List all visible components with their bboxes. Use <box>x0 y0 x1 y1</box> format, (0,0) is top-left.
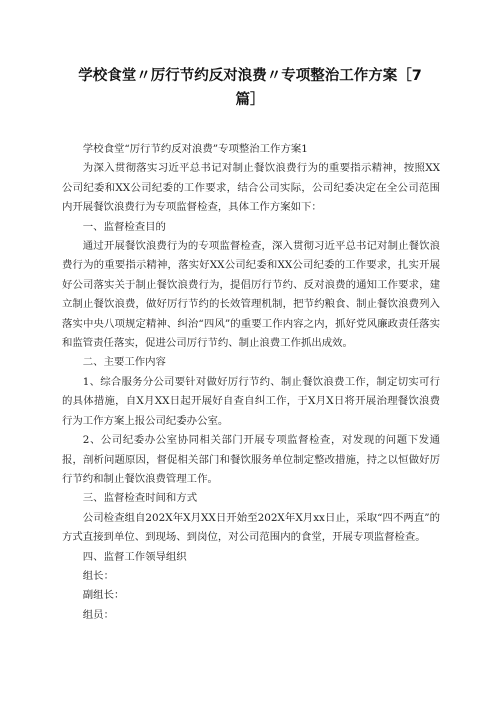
section-heading: 四、监督工作领导组织 <box>82 550 187 563</box>
section-heading: 三、监督检查时间和方式 <box>82 492 198 505</box>
body-paragraph: 公司检查组自202X年X月XX日开始至202X年X月xx日止，采取“四不两直”的方式直接到单位、到现场、到岗位，对公司范围内的食堂，开展专项监督检查。 <box>62 511 440 544</box>
list-item: 组长： <box>82 569 114 582</box>
document-title: 学校食堂〃厉行节约反对浪费〃专项整治工作方案［7篇］ <box>78 68 422 108</box>
section-heading: 二、主要工作内容 <box>82 356 166 369</box>
body-paragraph: 2、公司纪委办公室协同相关部门开展专项监督检查，对发现的问题下发通报，剖析问题原因，督促相关部门和餐饮服务单位制定整改措施，持之以恒做好厉行节约和制止餐饮浪费管理工作。 <box>62 434 440 485</box>
list-item: 组员： <box>82 608 114 621</box>
list-item: 副组长： <box>82 589 125 602</box>
subtitle-paragraph: 学校食堂“厉行节约反对浪费”专项整治工作方案1 <box>82 143 308 155</box>
section-heading: 一、监督检查目的 <box>82 220 166 233</box>
body-paragraph: 通过开展餐饮浪费行为的专项监督检查，深入贯彻习近平总书记对制止餐饮浪费行为的重要指示精神，落实好XX公司纪委和XX公司纪委的工作要求，扎实开展好公司落实关于制止餐饮浪费行为，提倡厉行节约、反对浪费的通知工作要求，建立制止餐饮浪费，做好厉行节约的长效管理机制，把节约粮食、制止餐饮浪费列入落实中央八项规定精神、纠治“四风”的重要工作内容之内，抓好党风廉政责任落实和监管责任落实，促进公司厉行节约、制止浪费工作抓出成效。 <box>62 240 440 350</box>
document-body <box>62 140 440 625</box>
body-paragraph: 为深入贯彻落实习近平总书记对制止餐饮浪费行为的重要指示精神，按照XX公司纪委和XX公司纪委的工作要求，结合公司实际，公司纪委决定在全公司范围内开展餐饮浪费行为专项监督检查，具体工作方案如下： <box>62 162 440 214</box>
body-paragraph: 1、综合服务分公司要针对做好厉行节约、制止餐饮浪费工作，制定切实可行的具体措施，自X月XX日起开展好自查自纠工作，于X月X日将开展治理餐饮浪费行为工作方案上报公司纪委办公室。 <box>62 375 440 427</box>
